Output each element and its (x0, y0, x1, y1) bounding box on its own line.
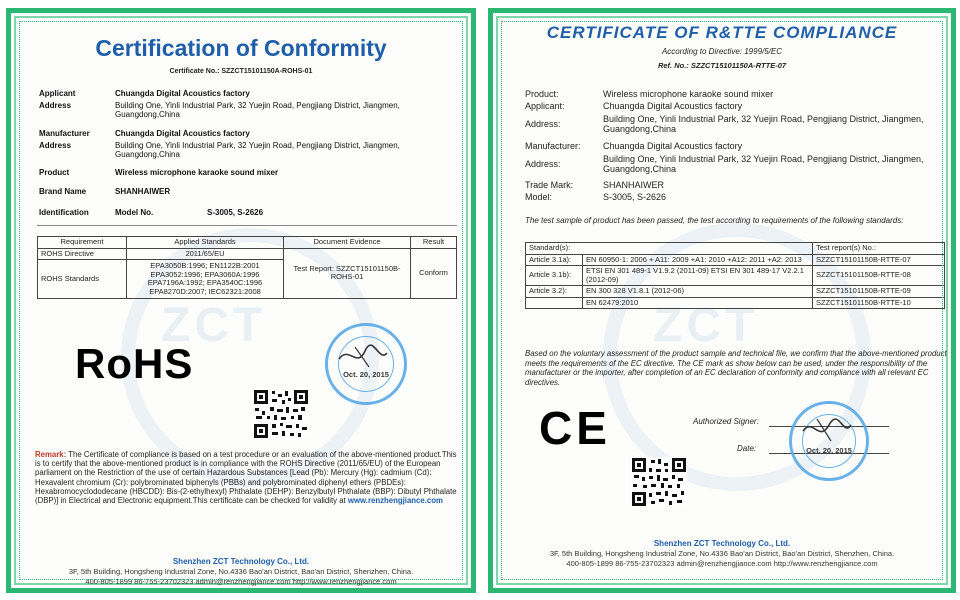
table-header: Requirement (38, 237, 127, 249)
table-cell: EPA3050B:1996; EN1122B:2001 EPA3052:1996; EPA3060A:1996 EPA7196A:1992; EPA3540C:1996 EPA8270D:2007; IEC62321:2008 (127, 260, 284, 299)
product-value: Wireless microphone karaoke sound mixer (115, 168, 279, 177)
conclusion-text: Based on the voluntary assessment of the product sample and technical file, we confirm that the above-mentioned product meets the requirements of the EC directive. The CE mark as show below can be used, under the responsibility of the manufacturer or the importer, after completion of an EC declaration of conformity and compliance with all relevant EC directives. (525, 349, 947, 387)
remark-text: The Certificate of compliance is based on a test procedure or an evaluation of the above-mentioned product.This is to certify that the above-mentioned product is in compliance with the ROHS Directive (2011/65/EU) of the European parliament on the Restriction of the use of certain Hazardous Substances [Lead (Pb): Mercury (Hg): cadmium (Cd): Hexavalent chromium (Cr): polybrominated biphenyls (PBBs) and polybrominated diphenyl ethers (PBDEs): Hexabromocyclododecane (HBCDD): Bis-(2-ethylhexyl) Phthalate (DEHP): Benzylbutyl Phthalate (BBP): Dibutyl Phthalate (DBP)] in Electrical and Electronic equipment.This certificate can be checked for validity at (35, 450, 457, 506)
table-row (526, 254, 945, 266)
date-label: Date: (737, 444, 757, 453)
address-value: Building One, Yinli Industrial Park, 32 Yuejin Road, Pengjiang District, Jiangmen, Guangdong,China (115, 101, 400, 119)
certificate-title: CERTIFICATE OF R&TTE COMPLIANCE (546, 23, 898, 42)
model-no-label: Model No. (115, 208, 154, 217)
footer (493, 539, 951, 569)
stamp-date: Oct. 20, 2015 (806, 446, 852, 455)
table-row (526, 286, 945, 298)
trade-mark-label: Trade Mark: (525, 180, 574, 190)
table-cell: ROHS Directive (38, 248, 127, 260)
applicant-value: Chuangda Digital Acoustics factory (115, 89, 250, 98)
remark-paragraph (35, 450, 460, 505)
table-header-row (526, 243, 945, 255)
table-cell: Article 3.1a): (526, 254, 583, 266)
brand-label: Brand Name (39, 187, 87, 196)
table-cell: Article 3.1b): (526, 266, 583, 286)
certification-stamp (325, 323, 407, 405)
brand-value: SHANHAIWER (115, 187, 171, 196)
qr-code (631, 457, 687, 507)
document-evidence-cell: Test Report: SZZCT15101150B-ROHS-01 (284, 248, 411, 299)
certification-stamp (789, 401, 869, 481)
certificate-title: Certification of Conformity (95, 35, 387, 61)
signature-icon (325, 323, 401, 399)
table-cell (526, 297, 583, 309)
manufacturer-address-label: Address: (525, 159, 561, 169)
product-value: Wireless microphone karaoke sound mixer (603, 89, 774, 99)
table-cell: ETSI EN 301 489-1 V1.9.2 (2011-09) ETSI EN 301 489-17 V2.2.1 (2012-09) (583, 266, 813, 286)
directive-line: According to Directive: 1999/5/EC (661, 47, 783, 56)
table-header: Test report(s) No.: (813, 243, 945, 255)
table-row (38, 248, 457, 260)
footer-contact: 400-805-1899 86-755-23702323 admin@renzhengjiance.com http://www.renzhengjiance.com (85, 577, 397, 586)
table-cell: EN 300 328 V1.8.1 (2012-06) (583, 286, 813, 298)
rtte-certificate (488, 8, 956, 593)
table-row (526, 266, 945, 286)
product-label: Product (39, 168, 70, 177)
manufacturer-address-value: Building One, Yinli Industrial Park, 32 Yuejin Road, Pengjiang District, Jiangmen, Guangdong,China (603, 154, 924, 174)
table-cell: 2011/65/EU (127, 248, 284, 260)
manufacturer-address-label: Address (39, 141, 72, 150)
table-cell: EN 60950-1: 2006 + A11: 2009 +A1: 2010 +A12: 2011 +A2: 2013 (583, 254, 813, 266)
reference-number: Ref. No.: SZZCT15101150A-RTTE-07 (657, 61, 787, 70)
applicant-label: Applicant (39, 89, 76, 98)
footer-address: 3F, 5th Building, Hongsheng Industrial Zone, No.4336 Bao'an District, Bao'an District, Shenzhen, China. (68, 567, 414, 576)
model-label: Model: (525, 192, 553, 202)
footer-company: Shenzhen ZCT Technology Co., Ltd. (172, 557, 310, 566)
address-label: Address (39, 101, 72, 110)
watermark-text: ZCT (653, 299, 759, 352)
footer (11, 557, 471, 587)
manufacturer-value: Chuangda Digital Acoustics factory (115, 129, 250, 138)
model-value: S-3005, S-2626 (207, 208, 264, 217)
intro-text: The test sample of product has been passed, the test according to requirements of the following standards: (525, 216, 904, 225)
address-value: Building One, Yinli Industrial Park, 32 Yuejin Road, Pengjiang District, Jiangmen, Guangdong,China (603, 114, 924, 134)
product-label: Product: (525, 89, 559, 99)
table-cell: SZZCT15101150B-RTTE-07 (813, 254, 945, 266)
table-cell: SZZCT15101150B-RTTE-09 (813, 286, 945, 298)
applicant-value: Chuangda Digital Acoustics factory (603, 101, 743, 111)
table-header: Document Evidence (284, 237, 411, 249)
authorized-signer-label: Authorized Signer: (693, 417, 759, 426)
result-cell: Conform (411, 248, 457, 299)
footer-address: 3F, 5th Building, Hongsheng Industrial Zone, No.4336 Bao'an District, Bao'an District, Shenzhen, China. (549, 549, 895, 558)
table-header-row (38, 237, 457, 249)
applicant-label: Applicant: (525, 101, 565, 111)
table-header: Applied Standards (127, 237, 284, 249)
stamp-date: Oct. 20, 2015 (343, 370, 389, 379)
manufacturer-address-value: Building One, Yinli Industrial Park, 32 Yuejin Road, Pengjiang District, Jiangmen, Guangdong,China (115, 141, 400, 159)
remark-label: Remark: (35, 450, 67, 459)
trade-mark-value: SHANHAIWER (603, 180, 665, 190)
watermark-text: ZCT (161, 299, 267, 352)
qr-code (253, 389, 309, 439)
signature-icon (789, 401, 863, 475)
rohs-certificate (6, 8, 476, 593)
manufacturer-value: Chuangda Digital Acoustics factory (603, 141, 743, 151)
model-value: S-3005, S-2626 (603, 192, 667, 202)
table-header: Standard(s): (526, 243, 813, 255)
table-row (526, 297, 945, 309)
divider (37, 225, 457, 226)
rohs-logo: RoHS (75, 340, 194, 387)
identification-label: Identification (39, 208, 89, 217)
footer-company: Shenzhen ZCT Technology Co., Ltd. (653, 539, 791, 548)
address-label: Address: (525, 119, 561, 129)
remark-link[interactable]: www.renzhengjiance.com (347, 496, 443, 506)
standards-table (525, 242, 945, 309)
table-cell: SZZCT15101150B-RTTE-10 (813, 297, 945, 309)
manufacturer-label: Manufacturer (39, 129, 90, 138)
ce-logo: CE (539, 402, 611, 454)
table-cell: Article 3.2): (526, 286, 583, 298)
table-cell: EN 62479:2010 (583, 297, 813, 309)
certificate-number: Certificate No.: SZZCT15101150A-ROHS-01 (169, 68, 313, 75)
table-cell: ROHS Standards (38, 260, 127, 299)
table-cell: SZZCT15101150B-RTTE-08 (813, 266, 945, 286)
footer-contact: 400-805-1899 86-755-23702323 admin@renzhengjiance.com http://www.renzhengjiance.com (566, 559, 878, 568)
rohs-table (37, 236, 457, 299)
manufacturer-label: Manufacturer: (525, 141, 581, 151)
table-header: Result (411, 237, 457, 249)
